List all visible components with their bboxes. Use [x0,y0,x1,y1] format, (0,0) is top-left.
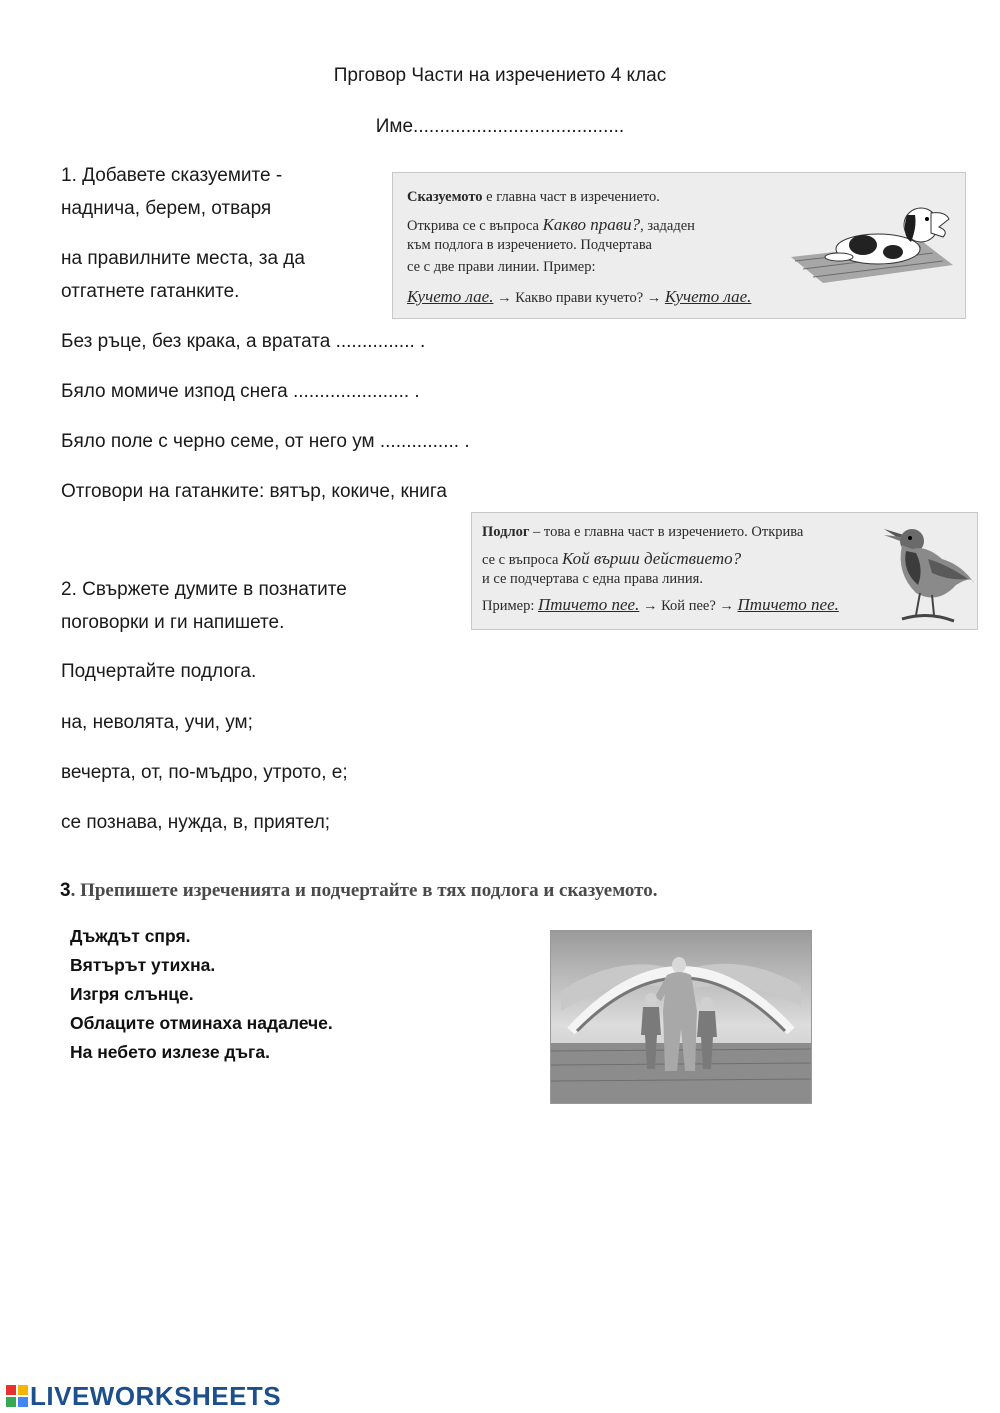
ex2-instruction-line3: Подчертайте подлога. [61,661,257,682]
subject-line2-start: се с въпроса [482,552,563,568]
predicate-line4: се с две прави линии. Пример: [407,259,596,275]
riddle-answers: Отговори на гатанките: вятър, кокиче, книга [61,481,447,502]
rainbow-family-photo [550,930,812,1104]
ex1-instruction-line2: наднича, берем, отваря [61,198,272,219]
ex2-instruction-line2: поговорки и ги напишете. [61,612,285,633]
subject-example-label: Пример: [482,598,538,614]
riddle-2[interactable]: Бяло момиче изпод снега ...................... . [61,381,420,402]
ex3-instruction [60,880,658,902]
ex3-number: 3 [60,880,71,901]
ex2-instruction-line1: 2. Свържете думите в познатите [61,579,347,600]
bird-illustration [872,515,976,627]
predicate-line2-end: , зададен [640,218,695,234]
subject-example-question: → Кой пее? → [639,598,738,614]
ex1-instruction-line3: на правилните места, за да [61,248,305,269]
sentence-2[interactable]: Вятърът утихна. [70,955,216,975]
ex1-instruction-line4: отгатнете гатанките. [61,281,240,302]
predicate-question: Какво прави? [542,215,641,234]
predicate-term: Сказуемото [407,189,483,205]
subject-term: Подлог [482,524,530,540]
sentence-5[interactable]: На небето излезе дъга. [70,1042,270,1062]
subject-line1: – това е главна част в изречението. Открива [529,524,804,540]
sentence-4[interactable]: Облаците отминаха надалече. [70,1013,333,1033]
ex3-instruction-text: . Препишете изреченията и подчертайте в тях подлога и сказуемото. [70,880,658,901]
subject-example-answer: Птичето пее. [737,595,839,614]
proverb-item-3[interactable]: се познава, нужда, в, приятел; [61,812,331,833]
predicate-example-answer: Кучето лае. [664,287,752,306]
predicate-line2-start: Открива се с въпроса [407,218,543,234]
sentence-3[interactable]: Изгря слънце. [70,984,194,1004]
liveworksheets-logo-icon [6,1385,28,1407]
predicate-line3: към подлога в изречението. Подчертава [407,237,652,253]
subject-line3: и се подчертава с една права линия. [482,571,703,587]
dog-illustration [783,187,963,287]
subject-example-sentence: Птичето пее. [538,595,640,614]
page-title: Прговор Части на изречението 4 клас [333,65,667,86]
proverb-item-2[interactable]: вечерта, от, по-мъдро, утрото, е; [61,762,348,783]
riddle-3[interactable]: Бяло поле с черно семе, от него ум ............... . [61,431,470,452]
subject-question: Кой върши действието? [562,549,742,568]
liveworksheets-logo-text: LIVEWORKSHEETS [30,1381,282,1411]
predicate-info-box [392,172,966,319]
sentence-1[interactable]: Дъждът спря. [70,926,191,946]
predicate-example-question: → Какво прави кучето? → [493,290,665,306]
proverb-item-1[interactable]: на, неволята, учи, ум; [61,712,253,733]
predicate-line1: е главна част в изречението. [482,189,660,205]
liveworksheets-logo[interactable] [6,1381,281,1412]
riddle-1[interactable]: Без ръце, без крака, а вратата ............... . [61,331,426,352]
predicate-example-sentence: Кучето лае. [407,287,494,306]
subject-info-box [471,512,978,630]
ex1-instruction-line1: 1. Добавете сказуемите - [61,165,283,186]
name-line[interactable]: Име........................................ [375,116,625,137]
